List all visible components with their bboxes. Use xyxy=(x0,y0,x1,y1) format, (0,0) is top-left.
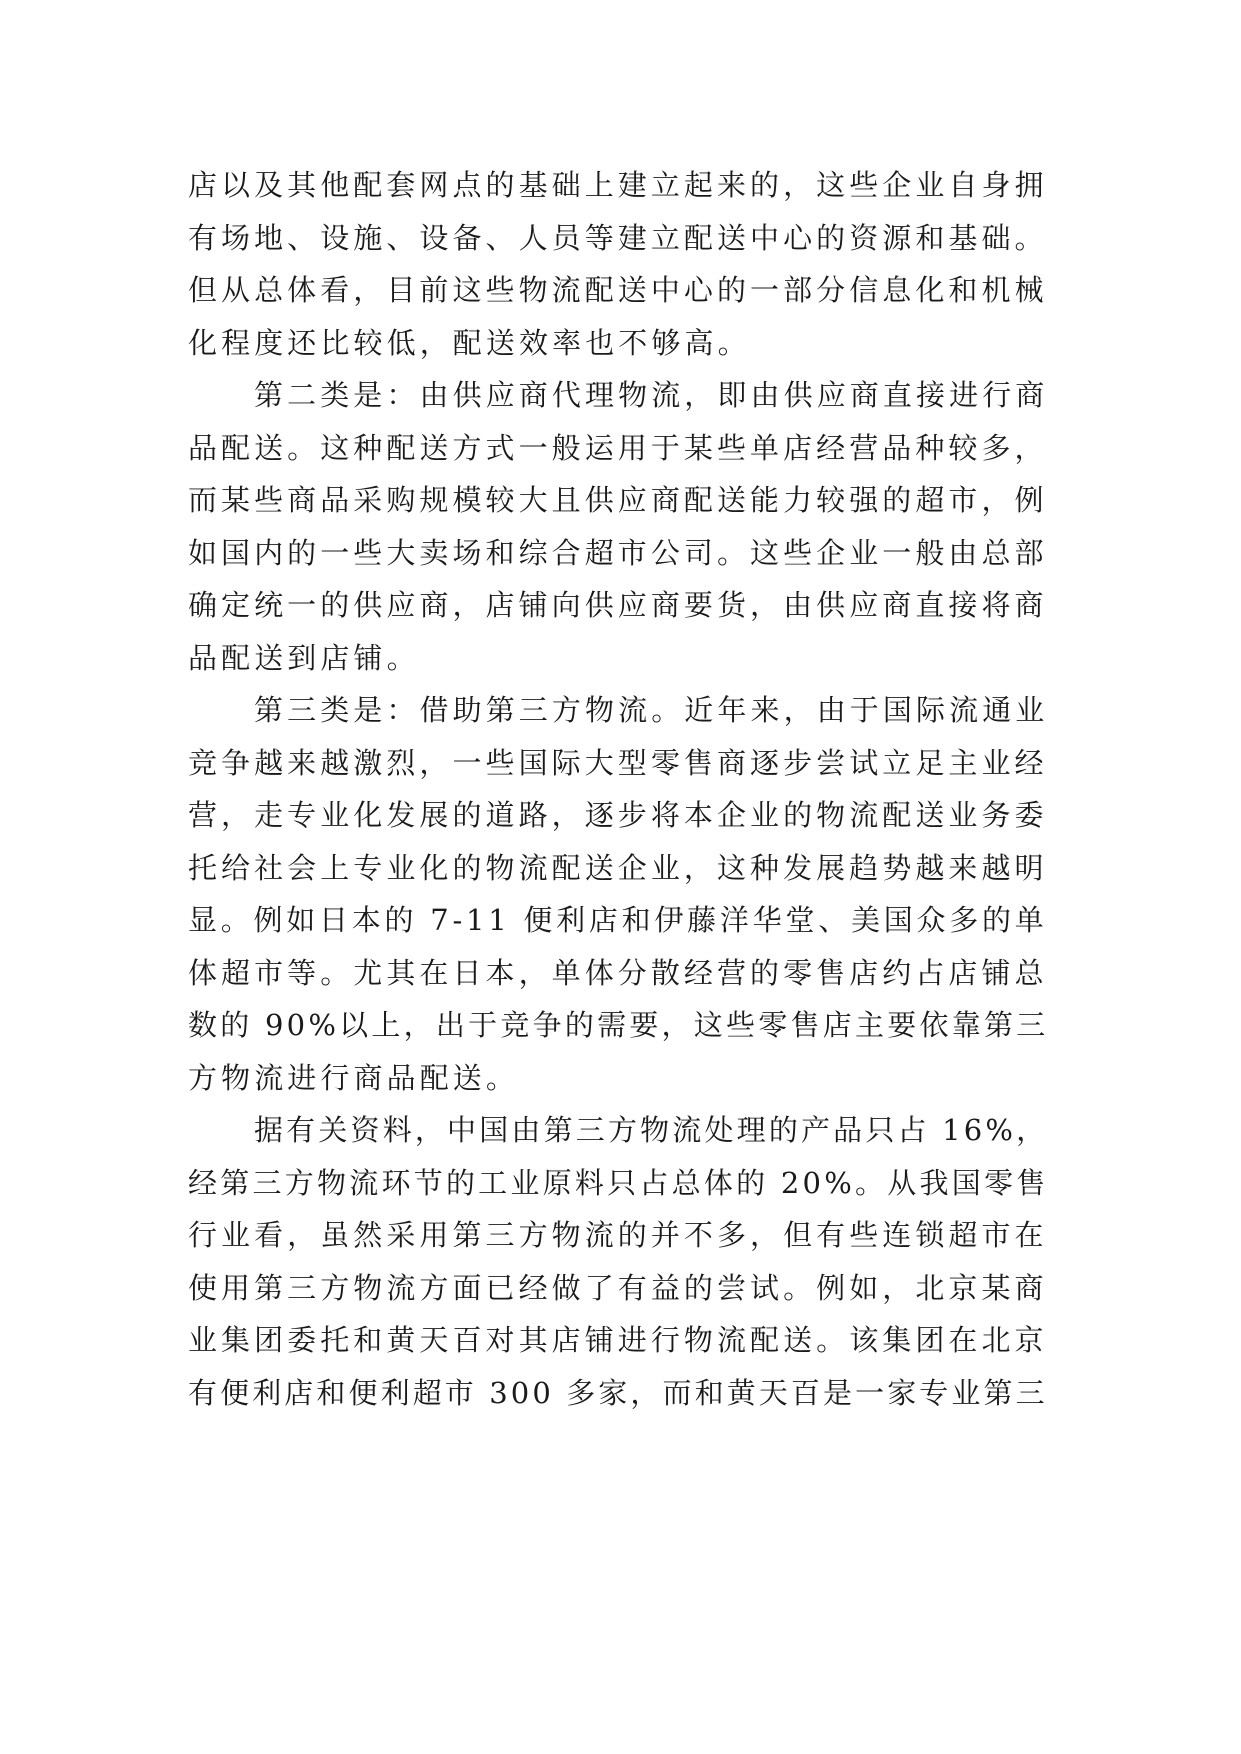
text-line: 有场地、设施、设备、人员等建立配送中心的资源和基础。 xyxy=(188,220,1048,255)
text-line: 业集团委托和黄天百对其店铺进行物流配送。该集团在北京 xyxy=(188,1323,1048,1357)
text-line: 品配送。这种配送方式一般运用于某些单店经营品种较多， xyxy=(188,430,1048,465)
text-line: 方物流进行商品配送。 xyxy=(188,1060,520,1095)
document-body xyxy=(188,159,1048,1419)
text-line: 体超市等。尤其在日本，单体分散经营的零售店约占店铺总 xyxy=(188,955,1048,990)
paragraph-first-line: 第三类是：借助第三方物流。近年来，由于国际流通业 xyxy=(254,693,1049,727)
text-line: 竞争越来越激烈，一些国际大型零售商逐步尝试立足主业经 xyxy=(188,745,1048,780)
text-line: 有便利店和便利超市 300 多家，而和黄天百是一家专业第三 xyxy=(188,1375,1048,1410)
paragraph-first-line: 第二类是：由供应商代理物流，即由供应商直接进行商 xyxy=(254,378,1049,412)
text-line: 托给社会上专业化的物流配送企业，这种发展趋势越来越明 xyxy=(188,850,1048,885)
text-line: 营，走专业化发展的道路，逐步将本企业的物流配送业务委 xyxy=(188,798,1048,832)
text-line: 品配送到店铺。 xyxy=(188,640,420,675)
text-line: 显。例如日本的 7-11 便利店和伊藤洋华堂、美国众多的单 xyxy=(188,903,1048,937)
text-line: 化程度还比较低，配送效率也不够高。 xyxy=(188,325,751,360)
text-line: 如国内的一些大卖场和综合超市公司。这些企业一般由总部 xyxy=(188,535,1048,570)
text-line: 店以及其他配套网点的基础上建立起来的，这些企业自身拥 xyxy=(188,168,1048,202)
text-line: 数的 90%以上，出于竞争的需要，这些零售店主要依靠第三 xyxy=(188,1008,1049,1042)
text-line: 行业看，虽然采用第三方物流的并不多，但有些连锁超市在 xyxy=(188,1218,1048,1252)
text-line: 但从总体看，目前这些物流配送中心的一部分信息化和机械 xyxy=(188,273,1048,307)
text-line: 经第三方物流环节的工业原料只占总体的 20%。从我国零售 xyxy=(188,1165,1049,1200)
text-line: 使用第三方物流方面已经做了有益的尝试。例如，北京某商 xyxy=(188,1270,1048,1305)
text-line: 而某些商品采购规模较大且供应商配送能力较强的超市，例 xyxy=(188,483,1048,517)
text-line: 确定统一的供应商，店铺向供应商要货，由供应商直接将商 xyxy=(188,588,1048,622)
paragraph-first-line: 据有关资料，中国由第三方物流处理的产品只占 16%， xyxy=(254,1113,1049,1147)
